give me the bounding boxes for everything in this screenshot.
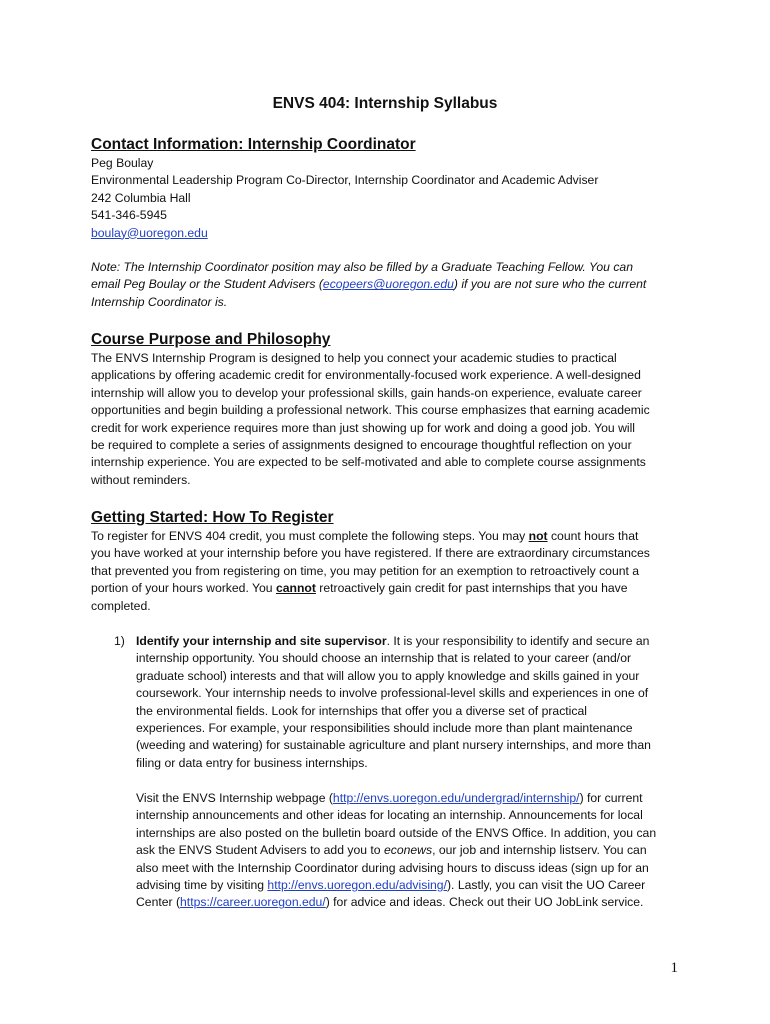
note-text: ) if you are not sure who the current <box>453 277 647 292</box>
resources-line: internship announcements and other ideas for locating an internship. Announcements for local <box>136 808 643 823</box>
advising-link[interactable]: http://envs.uoregon.edu/advising/ <box>267 878 447 893</box>
purpose-line: credit for work experience requires more than just showing up for work and doing a good job. You will <box>91 420 636 435</box>
register-text: count hours that <box>547 529 639 543</box>
note-line: Internship Coordinator is. <box>91 294 228 309</box>
emphasis-not: not <box>528 529 548 543</box>
emphasis-cannot: cannot <box>275 581 316 596</box>
purpose-section <box>91 330 689 489</box>
resources-text: ) for advice and ideas. Check out their UO JobLink service. <box>325 895 644 910</box>
contact-heading: Contact Information: Internship Coordinator <box>91 136 416 153</box>
step1-text: . It is your responsibility to identify and secure an <box>386 634 650 648</box>
purpose-heading: Course Purpose and Philosophy <box>91 331 331 348</box>
page-number: 1 <box>670 960 678 976</box>
step1-line: filing or data entry for business internships. <box>136 755 368 770</box>
register-line: that prevented you from registering on time, you may petition for an exemption to retroactively count a <box>91 563 640 578</box>
purpose-line: opportunities and begin building a professional network. This course emphasizes that earning academic <box>91 403 650 418</box>
resources-line: also meet with the Internship Coordinator during advising hours to discuss ideas (sign up for an <box>136 860 649 875</box>
resources-line: internships are also posted on the bulletin board outside of the ENVS Office. In addition, you can <box>136 825 657 840</box>
coordinator-name: Peg Boulay <box>91 156 154 170</box>
step-number: 1) <box>114 634 125 648</box>
note-text: email Peg Boulay or the Student Advisers ( <box>91 277 323 292</box>
internship-webpage-link[interactable]: http://envs.uoregon.edu/undergrad/internship/ <box>332 791 580 805</box>
coordinator-office: 242 Columbia Hall <box>91 190 191 205</box>
note-line: Note: The Internship Coordinator position may also be filled by a Graduate Teaching Fellow. You can <box>91 260 633 274</box>
career-center-link[interactable]: https://career.uoregon.edu/ <box>180 895 326 910</box>
step1-line: coursework. Your internship needs to involve professional-level skills and experiences in one of <box>136 686 649 701</box>
coordinator-role: Environmental Leadership Program Co-Director, Internship Coordinator and Academic Adviser <box>91 173 599 188</box>
register-text: retroactively gain credit for past internships that you have <box>315 581 628 596</box>
step1-lead: Identify your internship and site supervisor <box>136 634 387 648</box>
step1-line: internship opportunity. You should choose an internship that is related to your career (and/or <box>136 651 632 666</box>
resources-text: Visit the ENVS Internship webpage ( <box>136 791 333 805</box>
purpose-line: internship experience. You are expected to be self-motivated and able to complete course assignments <box>91 455 646 470</box>
register-line: completed. <box>91 598 151 613</box>
resources-text: ). Lastly, you can visit the UO Career <box>446 878 646 893</box>
purpose-line: applications by offering academic credit for environmentally-focused work experience. A well-designed <box>91 368 641 383</box>
coordinator-phone: 541-346-5945 <box>91 208 167 223</box>
purpose-line: internship will allow you to develop your professional skills, gain hands-on experience, evaluate career <box>91 385 642 400</box>
register-heading: Getting Started: How To Register <box>91 509 334 526</box>
register-section <box>91 508 689 615</box>
resources-text: , our job and internship listserv. You can <box>432 843 647 858</box>
register-line: you have worked at your internship before you have registered. If there are extraordinary circumstances <box>91 546 650 561</box>
coordinator-email-link[interactable]: boulay@uoregon.edu <box>91 225 208 240</box>
contact-section <box>91 135 689 242</box>
ecopeers-email-link[interactable]: ecopeers@uoregon.edu <box>322 277 454 292</box>
step1-resources <box>136 790 696 912</box>
step1-line: graduate school) interests and that will allow you to apply knowledge and skills gained in your <box>136 668 640 683</box>
step1-line: experiences. For example, your responsibilities should include more than plant maintenance <box>136 721 633 736</box>
coordinator-note <box>91 259 689 311</box>
purpose-line: The ENVS Internship Program is designed to help you connect your academic studies to practical <box>91 351 617 365</box>
step1-line: the environmental fields. Look for internships that offer you a diverse set of practical <box>136 703 587 718</box>
resources-text: Center ( <box>136 895 181 910</box>
purpose-line: without reminders. <box>91 472 191 487</box>
syllabus-title: ENVS 404: Internship Syllabus <box>272 95 498 112</box>
resources-text: ) for current <box>579 791 643 805</box>
resources-text: ask the ENVS Student Advisers to add you to <box>136 843 384 858</box>
purpose-line: be required to complete a series of assignments designed to encourage thoughtful reflection on your <box>91 438 632 453</box>
resources-text: advising time by visiting <box>136 878 268 893</box>
step1-line: (weeding and watering) for sustainable agriculture and plant nursery internships, and more than <box>136 738 651 753</box>
step1-item <box>136 633 696 772</box>
econews-term: econews <box>383 843 433 858</box>
register-text: To register for ENVS 404 credit, you must complete the following steps. You may <box>91 529 529 543</box>
register-text: portion of your hours worked. You <box>91 581 276 596</box>
